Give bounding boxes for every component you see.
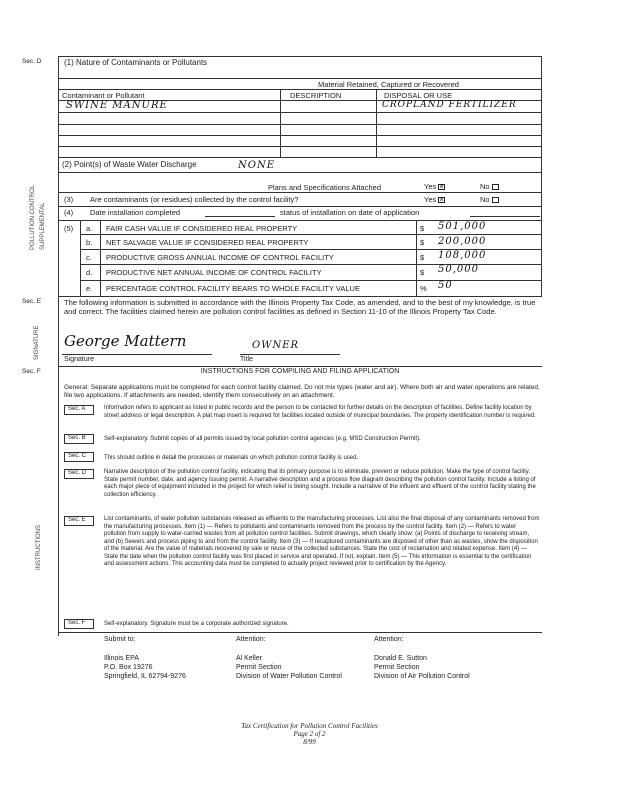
q5-prefix: $ [420,253,425,262]
q5-value: 50 [438,280,453,291]
section-label-f: Sec. F [22,368,41,375]
title-line [240,354,340,355]
divider [80,280,542,281]
plans-no-label: No [480,182,490,191]
q5-text: FAIR CASH VALUE IF CONSIDERED REAL PROPERTY [106,224,298,233]
q5-value: 50,000 [438,264,479,275]
address-line: Illinois EPA [104,655,139,662]
material-header: Material Retained, Captured or Recovered [318,80,459,89]
part2-label: (2) Point(s) of Waste Water Discharge [62,160,197,169]
q4-text: Date installation completed [90,208,181,217]
table-row-line [58,157,542,158]
right-frame-line [541,56,542,296]
q3-yes-checkbox[interactable] [438,197,445,203]
q4-num: (4) [64,208,74,217]
divider [58,89,542,90]
instruction-text: Information refers to applicant as listed in public records and the person to be contacted for further details on the description of facilities. Define facility location by street address or legal description. A plat map insert is required for facilities located outside of municipal boundaries. The property identification number is required. [104,405,536,419]
plans-yes-label: Yes [424,182,437,191]
submit-label: Submit to: [104,636,136,643]
signature-label: Signature [64,356,94,363]
entry-disposal: CROPLAND FERTILIZER [382,100,517,110]
q5-prefix: % [420,284,427,293]
section-label-d: Sec. D [22,58,42,65]
divider [58,192,542,193]
plans-no-checkbox[interactable] [492,184,499,190]
certify-text: The following information is submitted in accordance with the Illinois Property Tax Code, as amended, and to the best of my knowledge, is true and correct. The facilities claimed herein are pollution control facilities as defined in Section 11-10 of the Illinois Property Tax Code. [64,298,536,316]
address-line: P.O. Box 19276 [104,664,153,671]
instruction-sec: Sec. D [68,470,87,476]
table-row-line [58,146,542,147]
q5-letter: d. [86,268,93,277]
q5-col-line [100,220,101,296]
side-label-instructions: INSTRUCTIONS [36,525,42,570]
plans-label: Plans and Specifications Attached [268,183,381,192]
address-line: Division of Water Pollution Control [236,673,342,680]
q4-text2: status of installation on date of application [280,208,420,217]
blank-line [470,216,540,217]
footer-title: Tax Certification for Pollution Control Facilities [241,722,378,730]
title-label: Title [240,356,253,363]
q5-value: 108,000 [438,250,487,261]
instruction-text: This should outline in detail the processes or materials on which pollution control facility is used. [104,455,359,461]
address-line: Springfield, IL 62794-9276 [104,673,186,680]
q5-value: 501,000 [438,221,487,232]
table-row-line [58,135,542,136]
title-value: OWNER [252,340,300,351]
q3-yes[interactable] [424,195,445,204]
col-description: DESCRIPTION [290,91,342,100]
divider [58,296,542,297]
instructions-general: General: Separate applications must be completed for each control facility claimed. Do not mix types (water and air). Where both air and water operations are related, file two applications. If attachments are needed, identify them consecutively on an attachment. [64,384,540,399]
q3-no-checkbox[interactable] [492,197,499,203]
part1-title: (1) Nature of Contaminants or Pollutants [64,58,208,67]
address-epa [104,654,186,681]
side-label-signature: SIGNATURE [34,325,40,360]
instruction-text: Self-explanatory. Signature must be a corporate authorized signature. [104,621,289,627]
divider [80,234,542,235]
plans-yes-checkbox[interactable] [438,184,445,190]
address-line: Division of Air Pollution Control [374,673,470,680]
q5-text: PRODUCTIVE NET ANNUAL INCOME OF CONTROL FACILITY [106,268,322,277]
top-frame-line [58,56,542,57]
signature-scribble: George Mattern [64,332,187,350]
divider [58,366,542,367]
q5-text: NET SALVAGE VALUE IF CONSIDERED REAL PROPERTY [106,238,309,247]
signature-line [62,354,212,355]
q3-yes-label: Yes [424,195,437,204]
divider [58,632,542,633]
footer [0,722,619,746]
entry-contaminant: SWINE MANURE [66,100,168,111]
q3-no[interactable] [480,195,499,204]
q5-value: 200,000 [438,236,487,247]
q5-letter: c. [86,253,92,262]
table-row-line [58,124,542,125]
instruction-sec: Sec. A [68,406,86,412]
divider [58,206,542,207]
q5-letter: e. [86,284,93,293]
q3-no-label: No [480,195,490,204]
q3-text: Are contaminants (or residues) collected by the control facility? [90,195,299,204]
col-contaminant: Contaminant or Pollutant [62,91,145,100]
instruction-text: Self-explanatory. Submit copies of all permits issued by local pollution control agencies (e.g. MSD Construction Permit). [104,436,421,442]
q5-col-line [416,220,417,296]
q5-text: PRODUCTIVE GROSS ANNUAL INCOME OF CONTROL FACILITY [106,253,334,262]
attention-air: Attention: [374,636,404,643]
col-disposal: DISPOSAL OR USE [384,91,453,100]
footer-page: Page 2 of 2 [293,730,326,738]
address-air [374,654,470,681]
q5-prefix: $ [420,268,425,277]
instructions-title: INSTRUCTIONS FOR COMPILING AND FILING APPLICATION [200,368,400,375]
plans-yes[interactable] [424,182,445,191]
q5-text: PERCENTAGE CONTROL FACILITY BEARS TO WHOLE FACILITY VALUE [106,284,360,293]
instruction-sec: Sec. E [68,517,86,523]
q5-letter: a. [86,224,93,233]
instruction-text: List contaminants, of water pollution substances released as effluents to the manufacturing processes. List also the final disposal of any contaminants removed from the manufacturing processes. Item (1) — Refers to pollutants and contaminants removed from the process by the control facility. Item (2) — Refers to water pollution from supply to water-carried wastes from all pollution control facilities. Submit drawings, which clearly show: (a) Points of discharge to receiving stream, and (b) Sewers and process piping to and from the control facility. Item (3) — If recaptured contaminants are disposed of other than as wastes, show the disposition of the material. Are the value of materials recovered by sale or reuse of the collected substances. State the cost of reclamation and related expense. Item (4) — State the date when the pollution control facility was first placed in service and operated. If not, explain. Item (5) — This information is essential to the certification and assessment actions. This accounting data must be completed to actually project reviewed prior to certification by the Agency. [104,516,540,567]
section-label-e: Sec. E [22,298,42,305]
instruction-sec: Sec. C [68,453,87,459]
address-line: Al Keller [236,655,263,662]
side-label-supplemental: SUPPLEMENTAL [40,202,46,250]
instruction-sec: Sec. F [68,620,86,626]
q5-col-line [80,220,81,296]
divider [58,172,542,173]
blank-line [205,216,275,217]
address-line: Permit Section [374,664,420,671]
side-label-pollution: POLLUTION CONTROL [30,184,36,250]
q5-prefix: $ [420,224,425,233]
address-line: Permit Section [236,664,282,671]
q5-num: (5) [64,224,74,233]
table-row-line [58,112,542,113]
instruction-sec: Sec. B [68,435,86,441]
instruction-text: Narrative description of the pollution control facility, indicating that its primary purpose is to eliminate, prevent or reduce pollution. Make the type of control facility. State permit number, date, and agency issuing permit. A narrative description and a process flow diagram describing the pollution control facility. Include a listing of each major piece of equipment included in the project for which relief is being sought. Include a narrative of the influent and effluent of the control facility stating the collection efficiency. [104,469,536,498]
q5-letter: b. [86,238,93,247]
q3-num: (3) [64,195,74,204]
divider [58,78,542,79]
part2-value: NONE [238,160,275,171]
address-water [236,654,342,681]
address-line: Donald E. Sutton [374,655,427,662]
attention-water: Attention: [236,636,266,643]
left-frame-line [58,56,59,636]
q5-prefix: $ [420,238,425,247]
plans-no[interactable] [480,182,499,191]
footer-date: 8/99 [303,738,316,746]
